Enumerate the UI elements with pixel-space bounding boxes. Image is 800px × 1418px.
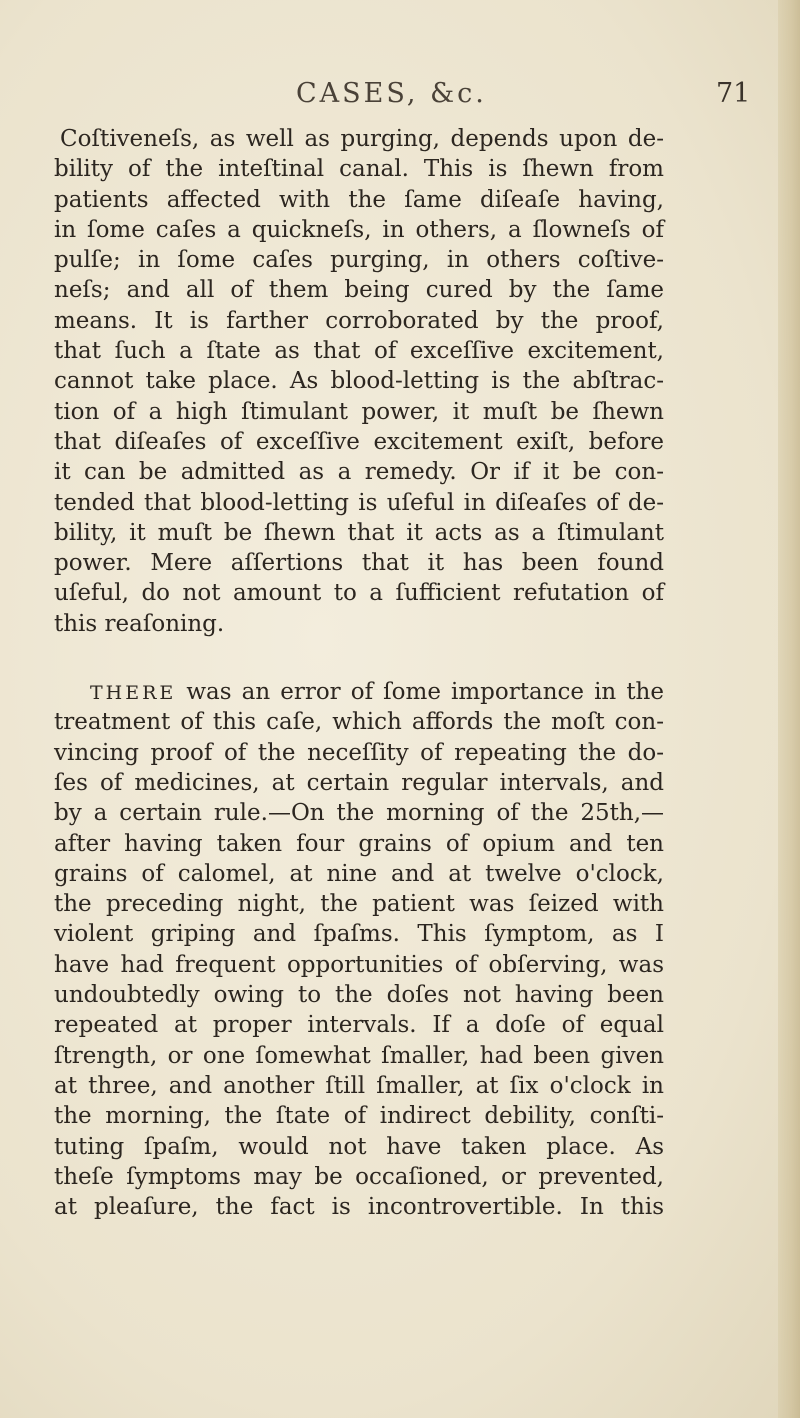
text-line: treatment of this caſe, which affords the moſt con- bbox=[54, 709, 664, 736]
text-line: neſs; and all of them being cured by the ſame bbox=[54, 277, 664, 304]
text-line: at three, and another ſtill ſmaller, at ſix o'clock in bbox=[54, 1072, 664, 1099]
text-line: ſtrength, or one ſomewhat ſmaller, had been given bbox=[54, 1042, 664, 1069]
text-line: Coſtiveneſs, as well as purging, depends upon de- bbox=[60, 126, 664, 152]
text-line: at pleaſure, the fact is incontrovertible. In this bbox=[54, 1194, 664, 1221]
text-line: THERE was an error of ſome importance in the bbox=[90, 679, 664, 706]
text-line: grains of calomel, at nine and at twelve o'clock, bbox=[54, 860, 664, 887]
text-line: after having taken four grains of opium and ten bbox=[54, 830, 664, 857]
page-number: 71 bbox=[716, 78, 751, 109]
text-line: ſes of medicines, at certain regular intervals, and bbox=[54, 769, 664, 796]
text-line: tended that blood-letting is uſeful in diſeaſes of de- bbox=[54, 489, 664, 516]
paragraph-gap bbox=[54, 639, 664, 677]
text-line: patients affected with the ſame diſeaſe having, bbox=[54, 186, 664, 213]
text-line: cannot take place. As blood-letting is the abſtrac- bbox=[54, 368, 664, 395]
text-line: have had frequent opportunities of obſerving, was bbox=[54, 951, 664, 978]
small-caps-word: THERE bbox=[90, 682, 177, 705]
text-line: tuting ſpaſm, would not have taken place. As bbox=[54, 1133, 664, 1160]
text-line: repeated at proper intervals. If a doſe of equal bbox=[54, 1012, 664, 1039]
text-line: means. It is farther corroborated by the proof, bbox=[54, 307, 664, 334]
text-line: bility, it muſt be ſhewn that it acts as a ſtimulant bbox=[54, 519, 664, 546]
text-line: bility of the inteſtinal canal. This is ſhewn from bbox=[54, 156, 664, 183]
text-line: this reaſoning. bbox=[54, 610, 225, 637]
paragraph-2 bbox=[54, 677, 664, 1222]
body-text bbox=[54, 124, 664, 1222]
page-header bbox=[0, 78, 800, 118]
text-line: by a certain rule.—On the morning of the 25th,— bbox=[54, 800, 664, 827]
text-line: power. Mere aſſertions that it has been found bbox=[54, 550, 664, 577]
text-line: violent griping and ſpaſms. This ſymptom, as I bbox=[54, 921, 664, 948]
text-line: undoubtedly owing to the doſes not having been bbox=[54, 982, 664, 1009]
text-line: vincing proof of the neceſſity of repeating the do- bbox=[54, 739, 664, 766]
text-line: that ſuch a ſtate as that of exceſſive excitement, bbox=[54, 338, 664, 365]
text-line: in ſome caſes a quickneſs, in others, a ſlowneſs of bbox=[54, 216, 664, 243]
running-head: CASES, &c. bbox=[296, 78, 487, 109]
paragraph-1 bbox=[54, 124, 664, 639]
text-line: pulſe; in ſome caſes purging, in others coſtive- bbox=[54, 247, 664, 274]
text-line: it can be admitted as a remedy. Or if it be con- bbox=[54, 459, 664, 486]
text-line: uſeful, do not amount to a ſufficient refutation of bbox=[54, 580, 664, 607]
page-edge bbox=[778, 0, 800, 1418]
text-line: theſe ſymptoms may be occaſioned, or prevented, bbox=[54, 1163, 664, 1190]
text-line: the morning, the ſtate of indirect debility, conſti- bbox=[54, 1103, 664, 1130]
text-line: tion of a high ſtimulant power, it muſt be ſhewn bbox=[54, 398, 664, 425]
text-line: that diſeaſes of exceſſive excitement exiſt, before bbox=[54, 428, 664, 455]
text-line: the preceding night, the patient was ſeized with bbox=[54, 891, 664, 918]
